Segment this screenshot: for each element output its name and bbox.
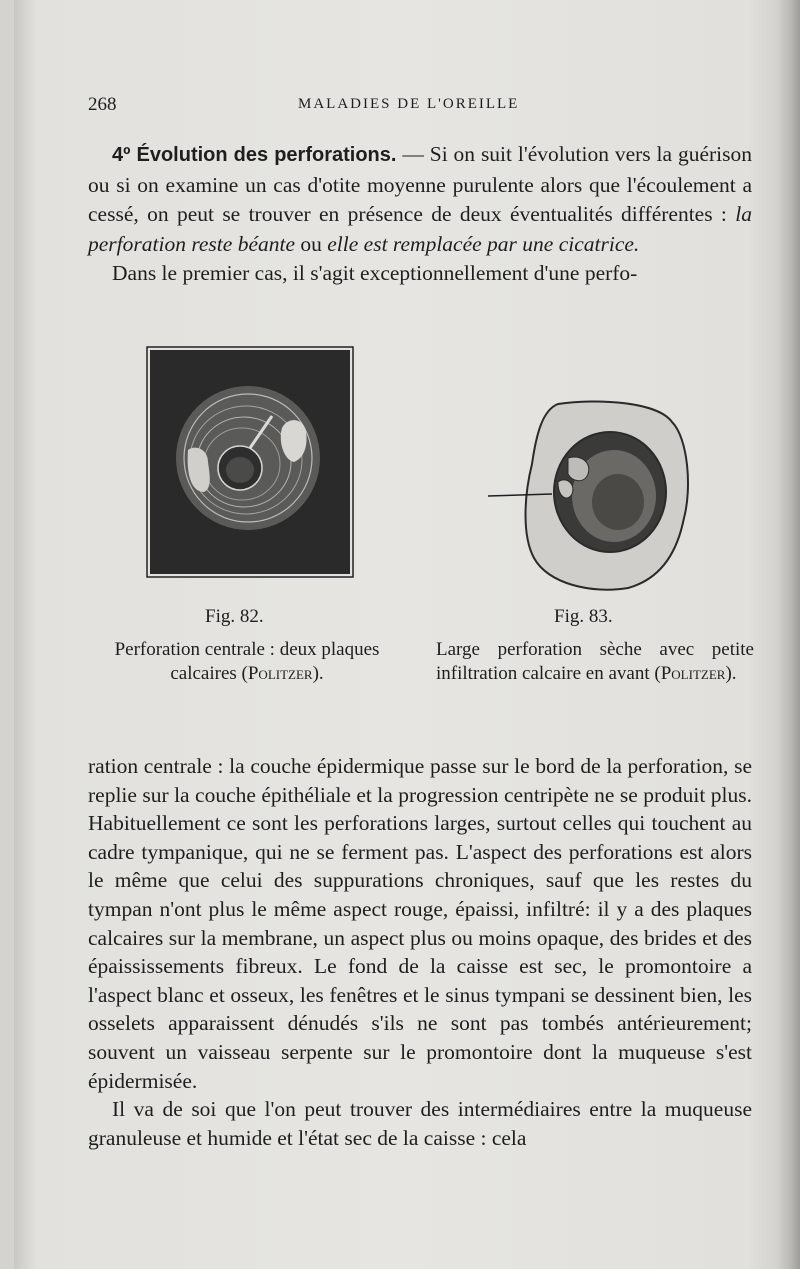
caption-end: ).: [725, 663, 737, 684]
italic-phrase: elle est remplacée par une cicatrice.: [327, 231, 640, 256]
figure-82-label: Fig. 82.: [205, 606, 264, 627]
caption-author: Politzer: [660, 663, 726, 684]
figure-83-label: Fig. 83.: [554, 606, 613, 627]
caption-end: ).: [312, 663, 324, 684]
paragraph-text: ou: [295, 231, 328, 256]
running-head: [88, 94, 752, 118]
section-heading: 4º Évolution des perforations.: [112, 144, 397, 166]
paragraph-first-case: Dans le premier cas, il s'agit exceptionnellement d'une perfo-: [112, 261, 638, 285]
figure-82-illustration: [146, 346, 354, 578]
figure-83-illustration: [488, 398, 694, 594]
italic-phrase: la perforation reste béante: [88, 202, 752, 256]
page-edge-shadow: [778, 0, 800, 1269]
caption-text: Large perforation sèche avec petite infiltration calcaire en avant (: [436, 639, 754, 684]
paragraph-evolution: [88, 140, 752, 259]
text-block-bottom: [88, 752, 752, 1152]
text-block-top: [88, 140, 752, 289]
caption-text: Perforation centrale : deux plaques calcaires (: [114, 639, 380, 684]
caption-author: Politzer: [247, 663, 313, 684]
paragraph-text: — Si on suit l'évolution vers la guérison ou si on examine un cas d'otite moyenne purulente alors que l'écoulement a cessé, on peut se trouver en présence de deux éventualités différentes :: [88, 142, 752, 226]
figure-83-caption: [436, 638, 754, 686]
paragraph-intermediates: Il va de soi que l'on peut trouver des intermédiaires entre la muqueuse granuleuse et humide et l'état sec de la caisse : cela: [88, 1097, 752, 1150]
figure-82-caption: [86, 638, 408, 686]
running-title: MALADIES DE L'OREILLE: [298, 96, 520, 112]
paragraph-continuation: ration centrale : la couche épidermique passe sur le bord de la perforation, se replie sur la couche épithéliale et la progression centripète ne se produit plus. Habituellement ce sont les perforations larges, surtout celles qui touchent au cadre tympanique, qui ne se ferment pas. L'aspect des perforations est alors le même que celui des suppurations chroniques, sauf que les restes du tympan n'ont plus le même aspect rouge, épaissi, infiltré: il y a des plaques calcaires sur la membrane, un aspect plus ou moins opaque, des brides et des épaississements fibreux. Le fond de la caisse est sec, le promontoire a l'aspect blanc et osseux, les fenêtres et le sinus tympani se dessinent bien, les osselets apparaissent dénudés s'ils ne sont pas tombés antérieurement; souvent un vaisseau serpente sur le promontoire dont la muqueuse s'est épidermisée.: [88, 754, 752, 1093]
page-number: 268: [88, 94, 117, 115]
